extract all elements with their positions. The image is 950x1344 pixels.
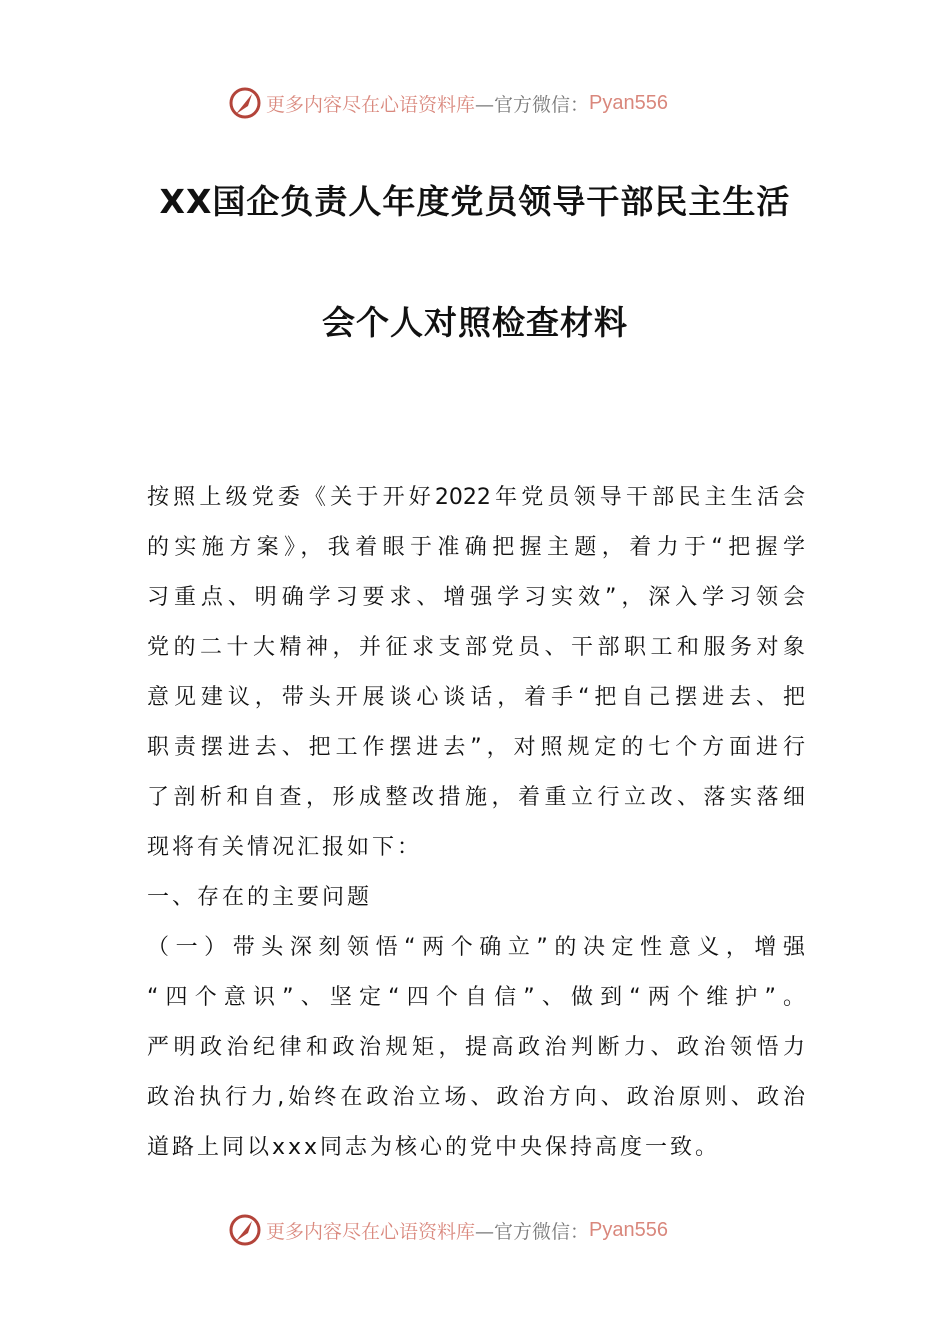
paragraph-line: 的实施方案》，我着眼于准确把握主题，着力于“把握学 xyxy=(147,535,805,560)
watermark-header xyxy=(228,85,668,121)
watermark-wechat-id: Pyan556 xyxy=(589,91,668,114)
paragraph-line: 了剖析和自查，形成整改措施，着重立行立改、落实落细 xyxy=(147,785,805,810)
watermark-footer xyxy=(228,1212,668,1248)
paragraph-line: 党的二十大精神，并征求支部党员、干部职工和服务对象 xyxy=(147,635,805,660)
watermark-text: 更多内容尽在心语资料库 xyxy=(266,1220,476,1243)
watermark-wechat-label: —官方微信： xyxy=(475,93,590,116)
document-title-line-2: 会个人对照检查材料 xyxy=(322,303,628,342)
document-title-line-1: XX国企负责人年度党员领导干部民主生活 xyxy=(159,182,791,221)
paragraph-line: 严明政治纪律和政治规矩，提高政治判断力、政治领悟力 xyxy=(147,1035,805,1060)
paragraph-line: 按照上级党委《关于开好2022年党员领导干部民主生活会 xyxy=(147,485,805,510)
paragraph-line: 政治执行力,始终在政治立场、政治方向、政治原则、政治 xyxy=(147,1085,805,1110)
paragraph-line: 道路上同以xxx同志为核心的党中央保持高度一致。 xyxy=(147,1135,721,1160)
watermark-wechat-label: —官方微信： xyxy=(475,1220,590,1243)
paragraph-line: 习重点、明确学习要求、增强学习实效”，深入学习领会 xyxy=(147,585,805,610)
paragraph-line: “四个意识”、坚定“四个自信”、做到“两个维护”。 xyxy=(147,985,805,1010)
quill-logo-icon xyxy=(228,1213,262,1247)
section-heading: 一、存在的主要问题 xyxy=(147,885,373,910)
paragraph-line: 意见建议，带头开展谈心谈话，着手“把自己摆进去、把 xyxy=(147,685,805,710)
quill-logo-icon xyxy=(228,86,262,120)
watermark-text: 更多内容尽在心语资料库 xyxy=(266,93,476,116)
watermark-wechat-id: Pyan556 xyxy=(589,1218,668,1241)
paragraph-line: 职责摆进去、把工作摆进去”，对照规定的七个方面进行 xyxy=(147,735,805,760)
paragraph-line: （一）带头深刻领悟“两个确立”的决定性意义，增强 xyxy=(147,935,805,960)
document-body xyxy=(147,480,805,1180)
paragraph-line: 现将有关情况汇报如下： xyxy=(147,835,423,860)
